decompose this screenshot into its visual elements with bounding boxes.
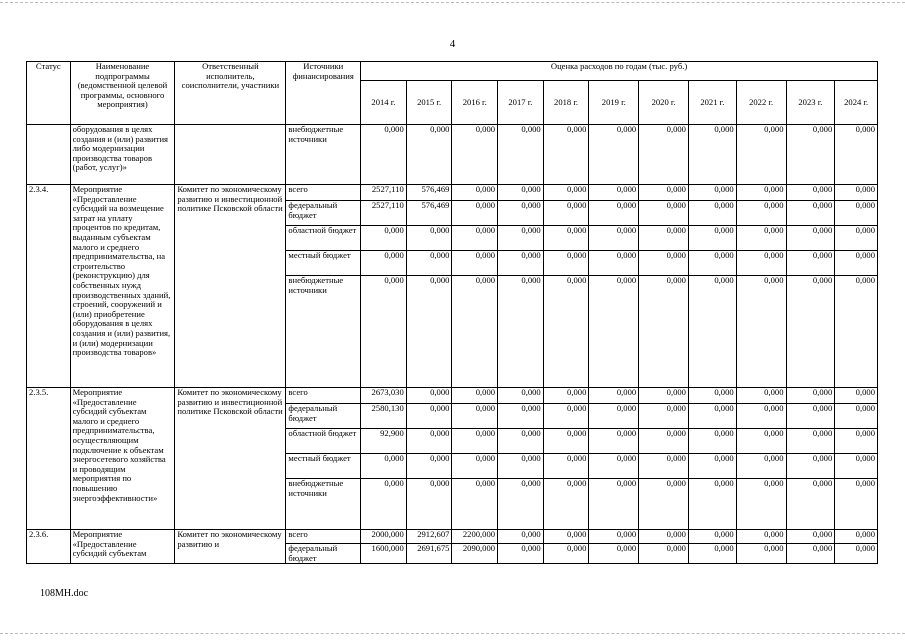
cell-amount: 0,000 <box>688 544 736 564</box>
cell-responsible: Комитет по экономическому развитию и инвестиционной политике Псковской области <box>175 388 286 530</box>
cell-amount: 0,000 <box>361 226 407 251</box>
cell-amount: 576,469 <box>406 201 452 226</box>
cell-amount: 0,000 <box>639 276 689 388</box>
cell-amount: 0,000 <box>406 226 452 251</box>
cell-amount: 0,000 <box>835 404 878 429</box>
cell-amount: 2200,000 <box>452 530 498 544</box>
cell-amount: 0,000 <box>786 185 835 201</box>
cell-amount: 0,000 <box>736 251 786 276</box>
cell-amount: 0,000 <box>589 125 639 185</box>
cell-amount: 0,000 <box>639 388 689 404</box>
cell-amount: 0,000 <box>498 226 544 251</box>
cell-amount: 0,000 <box>639 226 689 251</box>
cell-amount: 576,469 <box>406 185 452 201</box>
cell-amount: 0,000 <box>452 201 498 226</box>
cell-amount: 0,000 <box>835 125 878 185</box>
cell-amount: 0,000 <box>543 479 589 530</box>
cell-amount: 0,000 <box>361 125 407 185</box>
cell-amount: 0,000 <box>406 479 452 530</box>
cell-funding-source: внебюджетные источники <box>286 479 361 530</box>
cell-amount: 0,000 <box>498 544 544 564</box>
cell-amount: 0,000 <box>498 125 544 185</box>
cell-responsible <box>175 125 286 185</box>
cell-amount: 0,000 <box>835 544 878 564</box>
header-year: 2016 г. <box>452 80 498 124</box>
cell-amount: 0,000 <box>498 404 544 429</box>
cell-amount: 0,000 <box>589 276 639 388</box>
cell-amount: 0,000 <box>736 404 786 429</box>
cell-amount: 0,000 <box>786 530 835 544</box>
cell-amount: 0,000 <box>688 276 736 388</box>
cell-amount: 0,000 <box>589 530 639 544</box>
table-row <box>27 530 878 544</box>
cell-amount: 0,000 <box>639 125 689 185</box>
cell-amount: 0,000 <box>406 404 452 429</box>
cell-amount: 0,000 <box>406 276 452 388</box>
cell-amount: 0,000 <box>543 429 589 454</box>
cell-amount: 0,000 <box>543 544 589 564</box>
cell-amount: 0,000 <box>688 479 736 530</box>
cell-amount: 0,000 <box>688 185 736 201</box>
cell-amount: 0,000 <box>688 125 736 185</box>
cell-amount: 0,000 <box>589 404 639 429</box>
cell-amount: 0,000 <box>736 226 786 251</box>
cell-amount: 0,000 <box>543 226 589 251</box>
scan-edge-top <box>0 2 905 3</box>
cell-amount: 0,000 <box>786 429 835 454</box>
cell-amount: 0,000 <box>406 454 452 479</box>
cell-amount: 0,000 <box>589 429 639 454</box>
cell-amount: 0,000 <box>786 388 835 404</box>
table-row <box>27 185 878 201</box>
cell-amount: 0,000 <box>589 388 639 404</box>
header-year: 2017 г. <box>498 80 544 124</box>
cell-responsible: Комитет по экономическому развитию и инвестиционной политике Псковской области <box>175 185 286 388</box>
cell-measure-name: Мероприятие «Предоставление субсидий субъектам <box>70 530 175 564</box>
cell-amount: 0,000 <box>498 251 544 276</box>
cell-amount: 0,000 <box>639 429 689 454</box>
cell-amount: 0,000 <box>543 530 589 544</box>
cell-amount: 0,000 <box>406 125 452 185</box>
cell-amount: 0,000 <box>736 276 786 388</box>
cell-amount: 0,000 <box>639 479 689 530</box>
cell-amount: 0,000 <box>543 251 589 276</box>
cell-amount: 0,000 <box>786 226 835 251</box>
cell-funding-source: федеральный бюджет <box>286 201 361 226</box>
header-year: 2019 г. <box>589 80 639 124</box>
cell-amount: 0,000 <box>835 530 878 544</box>
cell-amount: 0,000 <box>589 185 639 201</box>
header-year: 2023 г. <box>786 80 835 124</box>
cell-amount: 0,000 <box>835 388 878 404</box>
cell-amount: 0,000 <box>498 185 544 201</box>
cell-amount: 0,000 <box>786 125 835 185</box>
cell-amount: 0,000 <box>498 201 544 226</box>
cell-amount: 0,000 <box>736 530 786 544</box>
cell-funding-source: всего <box>286 388 361 404</box>
cell-funding-source: всего <box>286 530 361 544</box>
cell-amount: 0,000 <box>639 201 689 226</box>
cell-funding-source: местный бюджет <box>286 454 361 479</box>
cell-amount: 0,000 <box>736 429 786 454</box>
cell-amount: 0,000 <box>543 388 589 404</box>
cell-amount: 0,000 <box>361 276 407 388</box>
cell-amount: 0,000 <box>639 530 689 544</box>
cell-funding-source: федеральный бюджет <box>286 544 361 564</box>
cell-amount: 0,000 <box>786 276 835 388</box>
header-status: Статус <box>27 62 71 125</box>
cell-amount: 2580,130 <box>361 404 407 429</box>
cell-amount: 0,000 <box>452 185 498 201</box>
cell-amount: 0,000 <box>688 201 736 226</box>
cell-amount: 0,000 <box>543 201 589 226</box>
cell-amount: 0,000 <box>361 479 407 530</box>
budget-table <box>26 61 878 564</box>
cell-amount: 1600,000 <box>361 544 407 564</box>
cell-amount: 0,000 <box>736 544 786 564</box>
cell-amount: 0,000 <box>498 429 544 454</box>
cell-amount: 0,000 <box>498 276 544 388</box>
cell-amount: 0,000 <box>835 185 878 201</box>
cell-amount: 0,000 <box>639 544 689 564</box>
cell-amount: 0,000 <box>786 251 835 276</box>
header-name: Наименование подпрограммы (ведомственной целевой программы, основного мероприятия) <box>70 62 175 125</box>
cell-amount: 2090,000 <box>452 544 498 564</box>
cell-amount: 0,000 <box>736 454 786 479</box>
cell-amount: 0,000 <box>835 251 878 276</box>
cell-amount: 0,000 <box>498 479 544 530</box>
header-year: 2024 г. <box>835 80 878 124</box>
cell-amount: 2691,675 <box>406 544 452 564</box>
page-number: 4 <box>449 38 456 50</box>
cell-funding-source: областной бюджет <box>286 429 361 454</box>
cell-amount: 0,000 <box>835 226 878 251</box>
table-row <box>27 388 878 404</box>
cell-amount: 0,000 <box>639 454 689 479</box>
cell-amount: 0,000 <box>688 429 736 454</box>
cell-amount: 0,000 <box>736 479 786 530</box>
cell-amount: 2673,030 <box>361 388 407 404</box>
header-year: 2015 г. <box>406 80 452 124</box>
cell-amount: 0,000 <box>835 429 878 454</box>
cell-amount: 0,000 <box>543 276 589 388</box>
cell-measure-name: оборудования в целях создания и (или) развития либо модернизации производства товаров (работ, услуг)» <box>70 125 175 185</box>
cell-amount: 0,000 <box>589 454 639 479</box>
cell-amount: 0,000 <box>589 226 639 251</box>
scan-edge-bottom <box>0 633 905 634</box>
cell-amount: 0,000 <box>406 429 452 454</box>
cell-measure-name: Мероприятие «Предоставление субсидий на возмещение затрат на уплату процентов по кредитам, выданным субъектам малого и среднего предпринимательства, на строительство (реконструкцию) для собственных нужд производственных зданий, строений, сооружений и (или) приобретение оборудования в целях создания и (или) развития, и (или) модернизации производства товаров» <box>70 185 175 388</box>
footer-filename: 108МН.doc <box>40 588 89 599</box>
cell-measure-name: Мероприятие «Предоставление субсидий субъектам малого и среднего предпринимательства, осуществляющим подключение к объектам энергосетевого хозяйства и проводящим мероприятия по повышению энергоэффективности» <box>70 388 175 530</box>
cell-funding-source: внебюджетные источники <box>286 276 361 388</box>
cell-amount: 0,000 <box>361 251 407 276</box>
cell-amount: 0,000 <box>786 479 835 530</box>
header-year: 2022 г. <box>736 80 786 124</box>
cell-amount: 0,000 <box>688 404 736 429</box>
cell-amount: 0,000 <box>688 388 736 404</box>
cell-amount: 0,000 <box>835 454 878 479</box>
header-year: 2020 г. <box>639 80 689 124</box>
cell-amount: 0,000 <box>406 388 452 404</box>
cell-amount: 2527,110 <box>361 185 407 201</box>
cell-amount: 0,000 <box>688 226 736 251</box>
cell-amount: 0,000 <box>639 404 689 429</box>
cell-funding-source: федеральный бюджет <box>286 404 361 429</box>
cell-amount: 0,000 <box>736 388 786 404</box>
cell-status: 2.3.4. <box>27 185 71 388</box>
cell-status: 2.3.5. <box>27 388 71 530</box>
cell-amount: 0,000 <box>589 251 639 276</box>
cell-amount: 0,000 <box>688 454 736 479</box>
cell-amount: 0,000 <box>498 454 544 479</box>
header-estimate: Оценка расходов по годам (тыс. руб.) <box>361 62 878 81</box>
table-header <box>27 62 878 125</box>
cell-amount: 0,000 <box>639 251 689 276</box>
header-year: 2018 г. <box>543 80 589 124</box>
header-sources: Источники финансирования <box>286 62 361 125</box>
cell-amount: 0,000 <box>361 454 407 479</box>
cell-amount: 0,000 <box>736 201 786 226</box>
cell-funding-source: внебюджетные источники <box>286 125 361 185</box>
cell-amount: 0,000 <box>406 251 452 276</box>
cell-funding-source: областной бюджет <box>286 226 361 251</box>
cell-amount: 0,000 <box>589 479 639 530</box>
cell-amount: 2527,110 <box>361 201 407 226</box>
header-responsible: Ответственный исполнитель, соисполнители, участники <box>175 62 286 125</box>
cell-amount: 2000,000 <box>361 530 407 544</box>
cell-amount: 2912,607 <box>406 530 452 544</box>
cell-amount: 0,000 <box>452 429 498 454</box>
header-year: 2014 г. <box>361 80 407 124</box>
cell-funding-source: местный бюджет <box>286 251 361 276</box>
cell-amount: 0,000 <box>452 226 498 251</box>
cell-amount: 0,000 <box>688 251 736 276</box>
cell-amount: 0,000 <box>736 125 786 185</box>
cell-amount: 0,000 <box>452 276 498 388</box>
cell-amount: 0,000 <box>786 404 835 429</box>
cell-amount: 0,000 <box>498 530 544 544</box>
cell-amount: 0,000 <box>452 125 498 185</box>
cell-amount: 0,000 <box>452 479 498 530</box>
cell-amount: 0,000 <box>543 185 589 201</box>
cell-amount: 0,000 <box>452 454 498 479</box>
cell-amount: 0,000 <box>543 125 589 185</box>
cell-amount: 0,000 <box>589 544 639 564</box>
cell-amount: 0,000 <box>543 404 589 429</box>
cell-amount: 92,900 <box>361 429 407 454</box>
cell-amount: 0,000 <box>736 185 786 201</box>
table-body <box>27 125 878 564</box>
cell-amount: 0,000 <box>688 530 736 544</box>
cell-status <box>27 125 71 185</box>
cell-amount: 0,000 <box>543 454 589 479</box>
cell-responsible: Комитет по экономическому развитию и <box>175 530 286 564</box>
cell-amount: 0,000 <box>589 201 639 226</box>
cell-amount: 0,000 <box>452 388 498 404</box>
cell-status: 2.3.6. <box>27 530 71 564</box>
cell-amount: 0,000 <box>452 404 498 429</box>
cell-amount: 0,000 <box>786 544 835 564</box>
cell-amount: 0,000 <box>786 201 835 226</box>
cell-amount: 0,000 <box>786 454 835 479</box>
cell-amount: 0,000 <box>835 276 878 388</box>
cell-amount: 0,000 <box>835 479 878 530</box>
cell-amount: 0,000 <box>452 251 498 276</box>
cell-amount: 0,000 <box>498 388 544 404</box>
table-row <box>27 125 878 185</box>
cell-amount: 0,000 <box>639 185 689 201</box>
cell-funding-source: всего <box>286 185 361 201</box>
header-year: 2021 г. <box>688 80 736 124</box>
cell-amount: 0,000 <box>835 201 878 226</box>
